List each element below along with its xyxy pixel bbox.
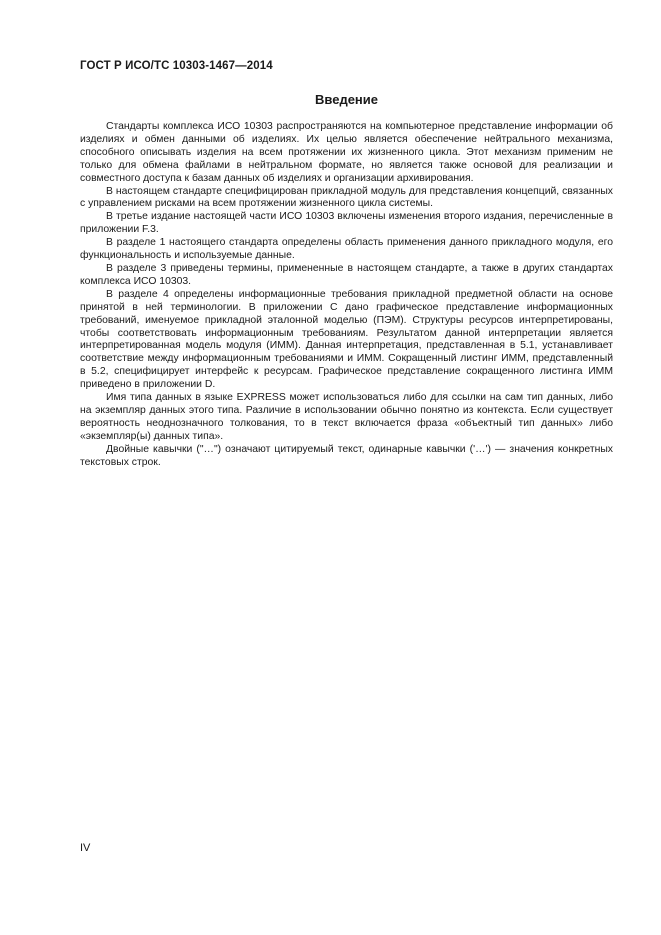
page-number: IV (80, 842, 91, 854)
paragraph-6: В разделе 4 определены информационные требования прикладной предметной области на основе принятой в ней терминологии. В приложении С дано графическое представление информационных требований, именуемое прикладной эталонной моделью (ПЭМ). Структуры ресурсов интерпретированы, чтобы соответствовать информационным требованиям. Результатом данной интерпретации является интерпретированная модель модуля (ИММ). Данная интерпретация, представленная в 5.1, устанавливает соответствие между информационным требованиями и ИММ. Сокращенный листинг ИММ, представленный в 5.2, специфицирует интерфейс к ресурсам. Графическое представление сокращенного листинга ИММ приведено в приложении D. (80, 288, 613, 391)
section-title: Введение (315, 92, 378, 107)
paragraph-7: Имя типа данных в языке EXPRESS может использоваться либо для ссылки на сам тип данных, либо на экземпляр данных этого типа. Различие в использовании обычно понятно из контекста. Если существует вероятность неоднозначного толкования, то в текст включается фраза «объектный тип данных» либо «экземпляр(ы) данных типа». (80, 392, 613, 442)
paragraph-2: В настоящем стандарте специфицирован прикладной модуль для представления концепций, связанных с управлением рисками на всем протяжении жизненного цикла системы. (80, 185, 613, 210)
introduction-body (80, 121, 613, 469)
paragraph-8: Двойные кавычки ("…") означают цитируемый текст, одинарные кавычки ('…') — значения конкретных текстовых строк. (80, 443, 613, 468)
paragraph-1: Стандарты комплекса ИСО 10303 распространяются на компьютерное представление информации об изделиях и обмен данными об изделиях. Их целью является обеспечение нейтрального механизма, способного описывать изделия на всем протяжении их жизненного цикла. Этот механизм применим не только для обмена файлами в нейтральном формате, но является также основой для реализации и совместного доступа к базам данных об изделиях и организации архивирования. (80, 121, 613, 184)
document-code-header: ГОСТ Р ИСО/ТС 10303-1467—2014 (80, 60, 273, 72)
paragraph-3: В третье издание настоящей части ИСО 10303 включены изменения второго издания, перечисленные в приложении F.3. (80, 211, 613, 236)
paragraph-5: В разделе 3 приведены термины, примененные в настоящем стандарте, а также в других стандартах комплекса ИСО 10303. (80, 262, 613, 287)
paragraph-4: В разделе 1 настоящего стандарта определены область применения данного прикладного модуля, его функциональность и используемые данные. (80, 237, 613, 262)
